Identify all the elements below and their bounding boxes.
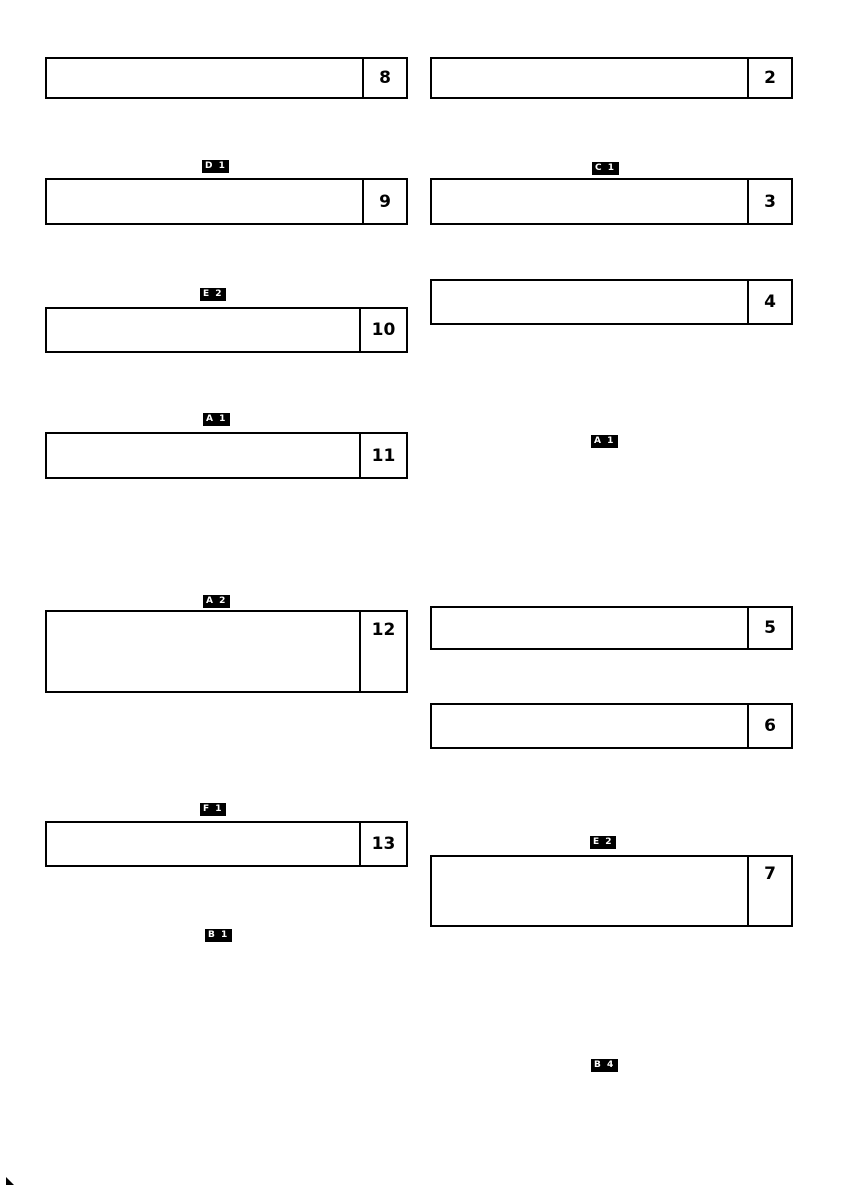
box-number: 6 <box>747 705 791 747</box>
box-number: 7 <box>747 857 791 925</box>
section-tag: E 2 <box>200 288 226 301</box>
box-number: 8 <box>362 59 406 97</box>
box-body <box>432 857 747 925</box>
section-tag: F 1 <box>200 803 226 816</box>
section-tag: A 1 <box>591 435 618 448</box>
box-body <box>47 180 362 223</box>
box-number: 9 <box>362 180 406 223</box>
box-body <box>432 59 747 97</box>
numbered-box <box>45 821 408 867</box>
box-number: 12 <box>359 612 406 691</box>
box-body <box>47 612 359 691</box>
numbered-box <box>45 610 408 693</box>
box-body <box>47 309 359 351</box>
box-body <box>432 608 747 648</box>
box-body <box>432 281 747 323</box>
box-number: 4 <box>747 281 791 323</box>
numbered-box <box>45 57 408 99</box>
numbered-box <box>430 703 793 749</box>
box-body <box>432 180 747 223</box>
numbered-box <box>45 307 408 353</box>
box-number: 2 <box>747 59 791 97</box>
numbered-box <box>430 178 793 225</box>
numbered-box <box>430 57 793 99</box>
page-corner-mark-icon <box>6 1177 14 1185</box>
numbered-box <box>430 855 793 927</box>
numbered-box <box>430 279 793 325</box>
box-body <box>47 59 362 97</box>
section-tag: C 1 <box>592 162 619 175</box>
numbered-box <box>430 606 793 650</box>
box-number: 3 <box>747 180 791 223</box>
numbered-box <box>45 178 408 225</box>
box-number: 13 <box>359 823 406 865</box>
numbered-box <box>45 432 408 479</box>
section-tag: E 2 <box>590 836 616 849</box>
box-body <box>47 823 359 865</box>
section-tag: D 1 <box>202 160 229 173</box>
section-tag: B 1 <box>205 929 232 942</box>
section-tag: B 4 <box>591 1059 618 1072</box>
box-body <box>47 434 359 477</box>
box-number: 5 <box>747 608 791 648</box>
box-body <box>432 705 747 747</box>
section-tag: A 1 <box>203 413 230 426</box>
box-number: 10 <box>359 309 406 351</box>
box-number: 11 <box>359 434 406 477</box>
section-tag: A 2 <box>203 595 230 608</box>
